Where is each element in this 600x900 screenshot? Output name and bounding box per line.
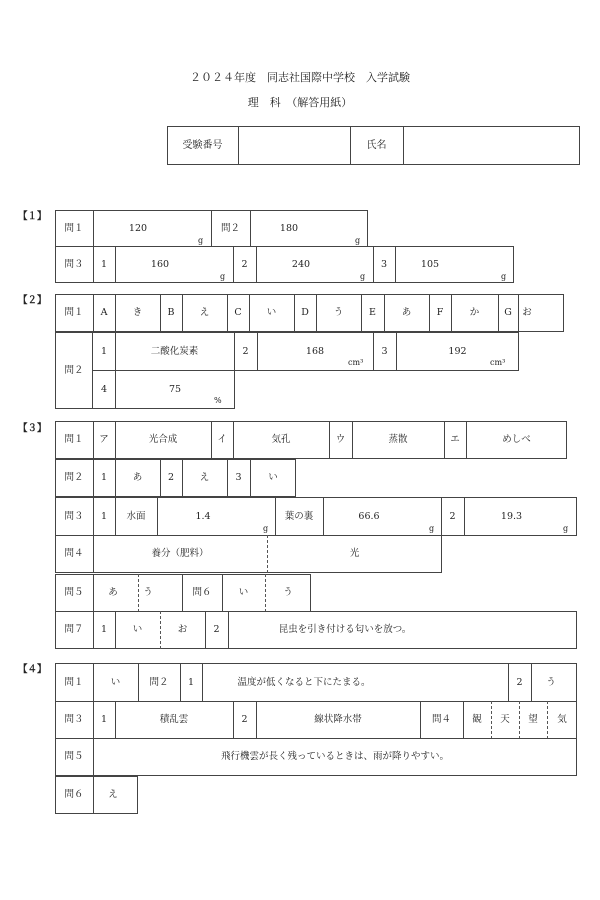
s4-q3-num1: 1 (100, 714, 108, 726)
s4-q3-2-answer: 線状降水帯 (314, 714, 362, 726)
s2-q2-3-answer: 192 (448, 345, 467, 357)
s3-q3-label: 問３ (64, 510, 84, 522)
s3-q3-2-answer: 19.3 (500, 510, 523, 522)
s3-q6-answer-a: い (238, 587, 249, 599)
s3-q3-num2: 2 (449, 510, 456, 522)
s1-q2-label: 問２ (220, 222, 240, 234)
s3-q3-label-water-surface: 水面 (126, 510, 146, 522)
s2-q2-num3: 3 (381, 345, 388, 357)
s2-q1-val-c: い (266, 307, 277, 319)
s2-q1-val-d: う (333, 307, 344, 319)
s3-q2-3-answer: い (268, 472, 278, 484)
name-label: 氏名 (366, 139, 387, 151)
s4-q5-answer: 飛行機雲が長く残っているときは、雨が降りやすい。 (220, 751, 449, 763)
s3-q1-key-b: イ (217, 434, 227, 446)
s1-q3-num1: 1 (100, 258, 108, 270)
s1-q1-answer: 120 (128, 222, 148, 234)
s4-q4-char3: 望 (528, 714, 538, 726)
s3-q5-answer-b: う (143, 587, 153, 599)
unit-percent: % (214, 396, 222, 405)
s1-q3-2-answer: 240 (291, 258, 311, 270)
s1-q2-answer: 180 (279, 222, 299, 234)
s2-q2-num1: 1 (100, 345, 108, 357)
s3-q2-num3: 3 (235, 472, 242, 484)
unit-g: g (263, 524, 269, 533)
s3-q4-answer-a: 養分（肥料） (151, 548, 209, 560)
s3-q7-1-answer-a: い (132, 624, 143, 636)
s1-q3-label: 問３ (64, 258, 84, 270)
s3-q1-key-c: ウ (335, 434, 346, 446)
s1-q3-num2: 2 (241, 258, 248, 270)
subject-title: 理 科 （解答用紙） (247, 96, 353, 109)
unit-g: g (429, 524, 435, 533)
s2-q1-key-b: B (167, 307, 175, 319)
s3-q6-label: 問６ (192, 587, 212, 599)
s3-q2-label: 問２ (64, 472, 84, 484)
unit-g: g (220, 272, 226, 281)
s3-q4-label: 問４ (64, 548, 84, 560)
s3-q7-num2: 2 (213, 624, 220, 636)
s4-q4-label: 問４ (431, 714, 451, 726)
s3-q3-answer-a: 1.4 (195, 510, 211, 522)
s3-q1-label: 問１ (64, 434, 84, 446)
unit-g: g (563, 524, 569, 533)
section-3-label: 【３】 (18, 423, 47, 434)
unit-cm3: cm³ (490, 358, 506, 367)
s4-q2-num2: 2 (516, 676, 523, 688)
s4-q6-label: 問６ (64, 789, 84, 801)
s3-q3-answer-b: 66.6 (358, 510, 380, 522)
s2-q2-1-answer: 二酸化炭素 (150, 345, 199, 357)
section-4-label: 【４】 (18, 664, 47, 675)
s3-q2-1-answer: あ (132, 472, 143, 484)
s4-q2-num1: 1 (187, 676, 195, 688)
s3-q1-val-b: 気孔 (271, 434, 291, 446)
s2-q1-key-g: G (504, 307, 512, 319)
s2-q1-key-e: E (369, 307, 376, 319)
s2-q1-val-g: お (522, 307, 532, 319)
unit-g: g (360, 272, 366, 281)
s3-q7-1-answer-b: お (177, 624, 188, 636)
s3-q1-val-c: 蒸散 (388, 434, 408, 446)
unit-g: g (355, 236, 361, 245)
s1-q3-num3: 3 (380, 258, 388, 270)
s3-q1-val-d: めしべ (502, 434, 531, 446)
s3-q1-key-d: エ (450, 434, 460, 446)
s2-q1-key-f: F (436, 307, 444, 319)
s2-q1-val-b: え (199, 307, 210, 319)
s4-q1-answer: い (110, 676, 121, 688)
s2-q2-num2: 2 (242, 345, 249, 357)
s3-q3-num1: 1 (100, 510, 108, 522)
s4-q2-2-answer: う (546, 676, 556, 688)
exam-title: ２０２４年度 同志社国際中学校 入学試験 (190, 71, 410, 84)
s2-q2-4-answer: 75 (168, 383, 182, 395)
s4-q4-char1: 観 (472, 714, 482, 726)
s3-q5-label: 問５ (64, 587, 84, 599)
s3-q1-val-a: 光合成 (148, 434, 178, 446)
s1-q3-3-answer: 105 (420, 258, 440, 270)
s2-q2-2-answer: 168 (305, 345, 325, 357)
s3-q7-label: 問７ (64, 624, 84, 636)
s2-q1-val-a: き (132, 307, 143, 319)
s3-q1-key-a: ア (99, 434, 109, 446)
s4-q6-answer: え (108, 789, 118, 801)
s2-q1-key-a: A (100, 307, 108, 319)
s4-q2-1-answer: 温度が低くなると下にたまる。 (237, 676, 371, 688)
s1-q3-1-answer: 160 (150, 258, 170, 270)
s2-q2-label: 問２ (64, 364, 84, 376)
section-1-label: 【１】 (18, 211, 47, 222)
s2-q1-val-e: あ (401, 307, 412, 319)
s4-q4-char4: 気 (557, 714, 567, 726)
s4-q3-1-answer: 積乱雲 (159, 714, 189, 726)
s3-q3-label-leaf-underside: 葉の裏 (284, 510, 314, 522)
s2-q2-num4: 4 (100, 383, 108, 395)
s2-q1-val-f: か (469, 307, 480, 319)
s3-q7-2-answer: 昆虫を引き付ける匂いを放つ。 (278, 624, 412, 636)
section-2-label: 【２】 (18, 295, 47, 306)
unit-g: g (198, 236, 204, 245)
s3-q7-num1: 1 (100, 624, 108, 636)
unit-g: g (501, 272, 507, 281)
s4-q3-label: 問３ (64, 714, 84, 726)
s3-q6-answer-b: う (283, 587, 293, 599)
s4-q5-label: 問５ (64, 751, 84, 763)
s2-q1-key-d: D (301, 307, 309, 319)
s4-q3-num2: 2 (241, 714, 248, 726)
name-field[interactable] (403, 126, 580, 165)
s3-q2-num1: 1 (100, 472, 108, 484)
s4-q1-label: 問１ (64, 676, 84, 688)
unit-cm3: cm³ (348, 358, 364, 367)
s2-q1-label: 問１ (64, 307, 84, 319)
s3-q4-answer-b: 光 (349, 548, 360, 560)
s1-q1-label: 問１ (64, 222, 84, 234)
exam-number-field[interactable] (238, 126, 350, 165)
exam-number-label: 受験番号 (182, 139, 223, 151)
s2-q1-key-c: C (234, 307, 242, 319)
s3-q2-num2: 2 (167, 472, 175, 484)
s3-q2-2-answer: え (199, 472, 210, 484)
s3-q5-answer-a: あ (108, 587, 118, 599)
s4-q4-char2: 天 (500, 714, 510, 726)
s4-q2-label: 問２ (149, 676, 169, 688)
